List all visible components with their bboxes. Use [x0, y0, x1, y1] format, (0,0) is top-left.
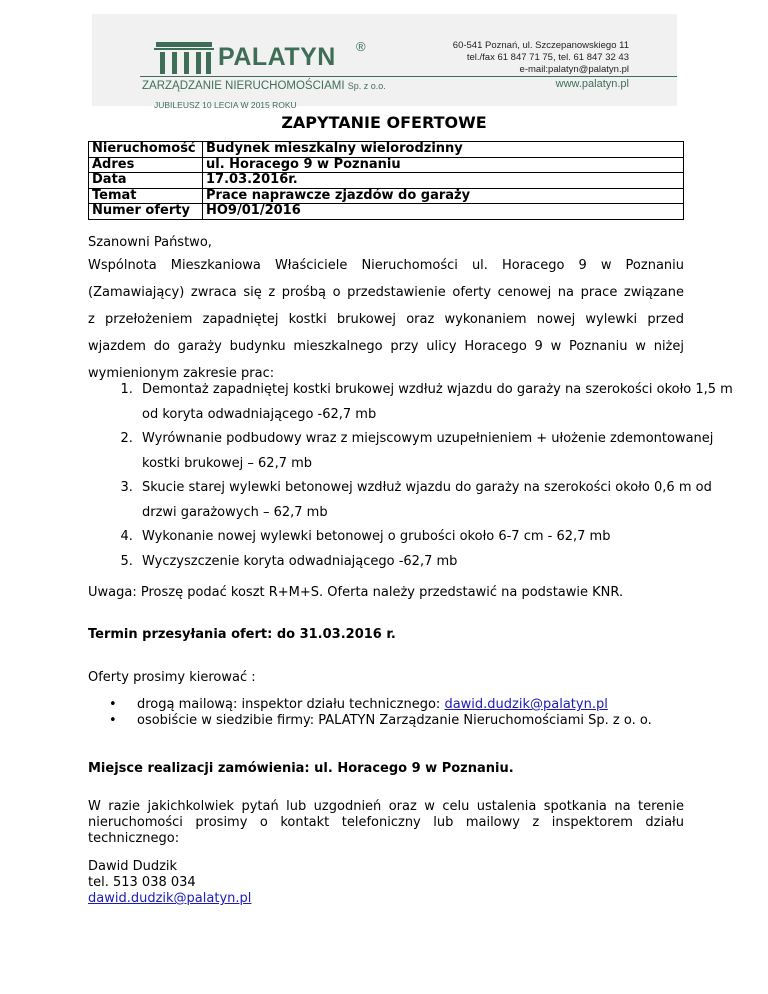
list-item: 2. Wyrównanie podbudowy wraz z miejscowym uzupełnieniem + ułożenie zdemontowanej kostki brukowej – 62,7 mb	[137, 427, 733, 476]
signature	[88, 859, 684, 907]
signature-email-link[interactable]: dawid.dudzik@palatyn.pl	[88, 891, 252, 906]
deadline: Termin przesyłania ofert: do 31.03.2016 r.	[88, 627, 396, 642]
palatyn-logo-icon	[154, 40, 214, 76]
table-row: Numer oferty HO9/01/2016	[89, 204, 684, 220]
company-subtitle: ZARZĄDZANIE NIERUCHOMOŚCIAMI Sp. z o.o.	[142, 80, 386, 92]
list-item: 4. Wykonanie nowej wylewki betonowej o grubości około 6-7 cm - 62,7 mb	[137, 525, 733, 550]
task-list	[88, 378, 733, 574]
header-divider	[140, 76, 677, 77]
offers-to: Oferty prosimy kierować :	[88, 670, 256, 685]
note: Uwaga: Proszę podać koszt R+M+S. Oferta należy przedstawić na podstawie KNR.	[88, 585, 624, 600]
location: Miejsce realizacji zamówienia: ul. Horacego 9 w Poznaniu.	[88, 761, 514, 776]
signature-name: Dawid Dudzik	[88, 859, 178, 874]
jubilee-note: JUBILEUSZ 10 LECIA W 2015 ROKU	[154, 100, 297, 110]
greeting: Szanowni Państwo,	[88, 235, 212, 250]
table-row: Nieruchomość Budynek mieszkalny wielorodzinny	[89, 142, 684, 158]
channel-list	[88, 697, 733, 729]
contact-paragraph: W razie jakichkolwiek pytań lub uzgodnień oraz w celu ustalenia spotkania na terenie nieruchomości prosimy o kontakt telefoniczny lub mailowy z inspektorem działu technicznego:	[88, 799, 684, 846]
company-website[interactable]: www.palatyn.pl	[555, 78, 629, 90]
list-item: 5. Wyczyszczenie koryta odwadniającego -62,7 mb	[137, 550, 733, 575]
list-item: 1. Demontaż zapadniętej kostki brukowej wzdłuż wjazdu do garaży na szerokości około 1,5 m od koryta odwadniającego -62,7 mb	[137, 378, 733, 427]
intro-paragraph: Wspólnota Mieszkaniowa Właściciele Nieruchomości ul. Horacego 9 w Poznaniu (Zamawiający) zwraca się z prośbą o przedstawienie oferty cenowej na prace związane z przełożeniem zapadniętej kostki brukowej oraz wykonaniem nowej wylewki przed wjazdem do garaży budynku mieszkalnego przy ulicy Horacego 9 w Poznaniu w niżej wymienionym zakresie prac:	[88, 258, 684, 381]
table-row: Adres ul. Horacego 9 w Poznaniu	[89, 157, 684, 173]
email-link[interactable]: dawid.dudzik@palatyn.pl	[444, 697, 608, 712]
letterhead	[92, 14, 677, 110]
info-table	[88, 141, 684, 220]
table-row: Temat Prace naprawcze zjazdów do garaży	[89, 188, 684, 204]
brand-name: PALATYN	[218, 43, 336, 71]
signature-phone: tel. 513 038 034	[88, 875, 196, 890]
registered-mark: ®	[356, 39, 366, 54]
list-item: • drogą mailową: inspektor działu technicznego: dawid.dudzik@palatyn.pl	[137, 697, 733, 713]
document-title: ZAPYTANIE OFERTOWE	[281, 113, 487, 132]
company-contact: 60-541 Poznań, ul. Szczepanowskiego 11 tel./fax 61 847 71 75, tel. 61 847 32 43 e-mail:palatyn@palatyn.pl	[452, 40, 629, 75]
list-item: 3. Skucie starej wylewki betonowej wzdłuż wjazdu do garaży na szerokości około 0,6 m od drzwi garażowych – 62,7 mb	[137, 476, 733, 525]
list-item: • osobiście w siedzibie firmy: PALATYN Zarządzanie Nieruchomościami Sp. z o. o.	[137, 713, 733, 729]
table-row: Data 17.03.2016r.	[89, 173, 684, 189]
